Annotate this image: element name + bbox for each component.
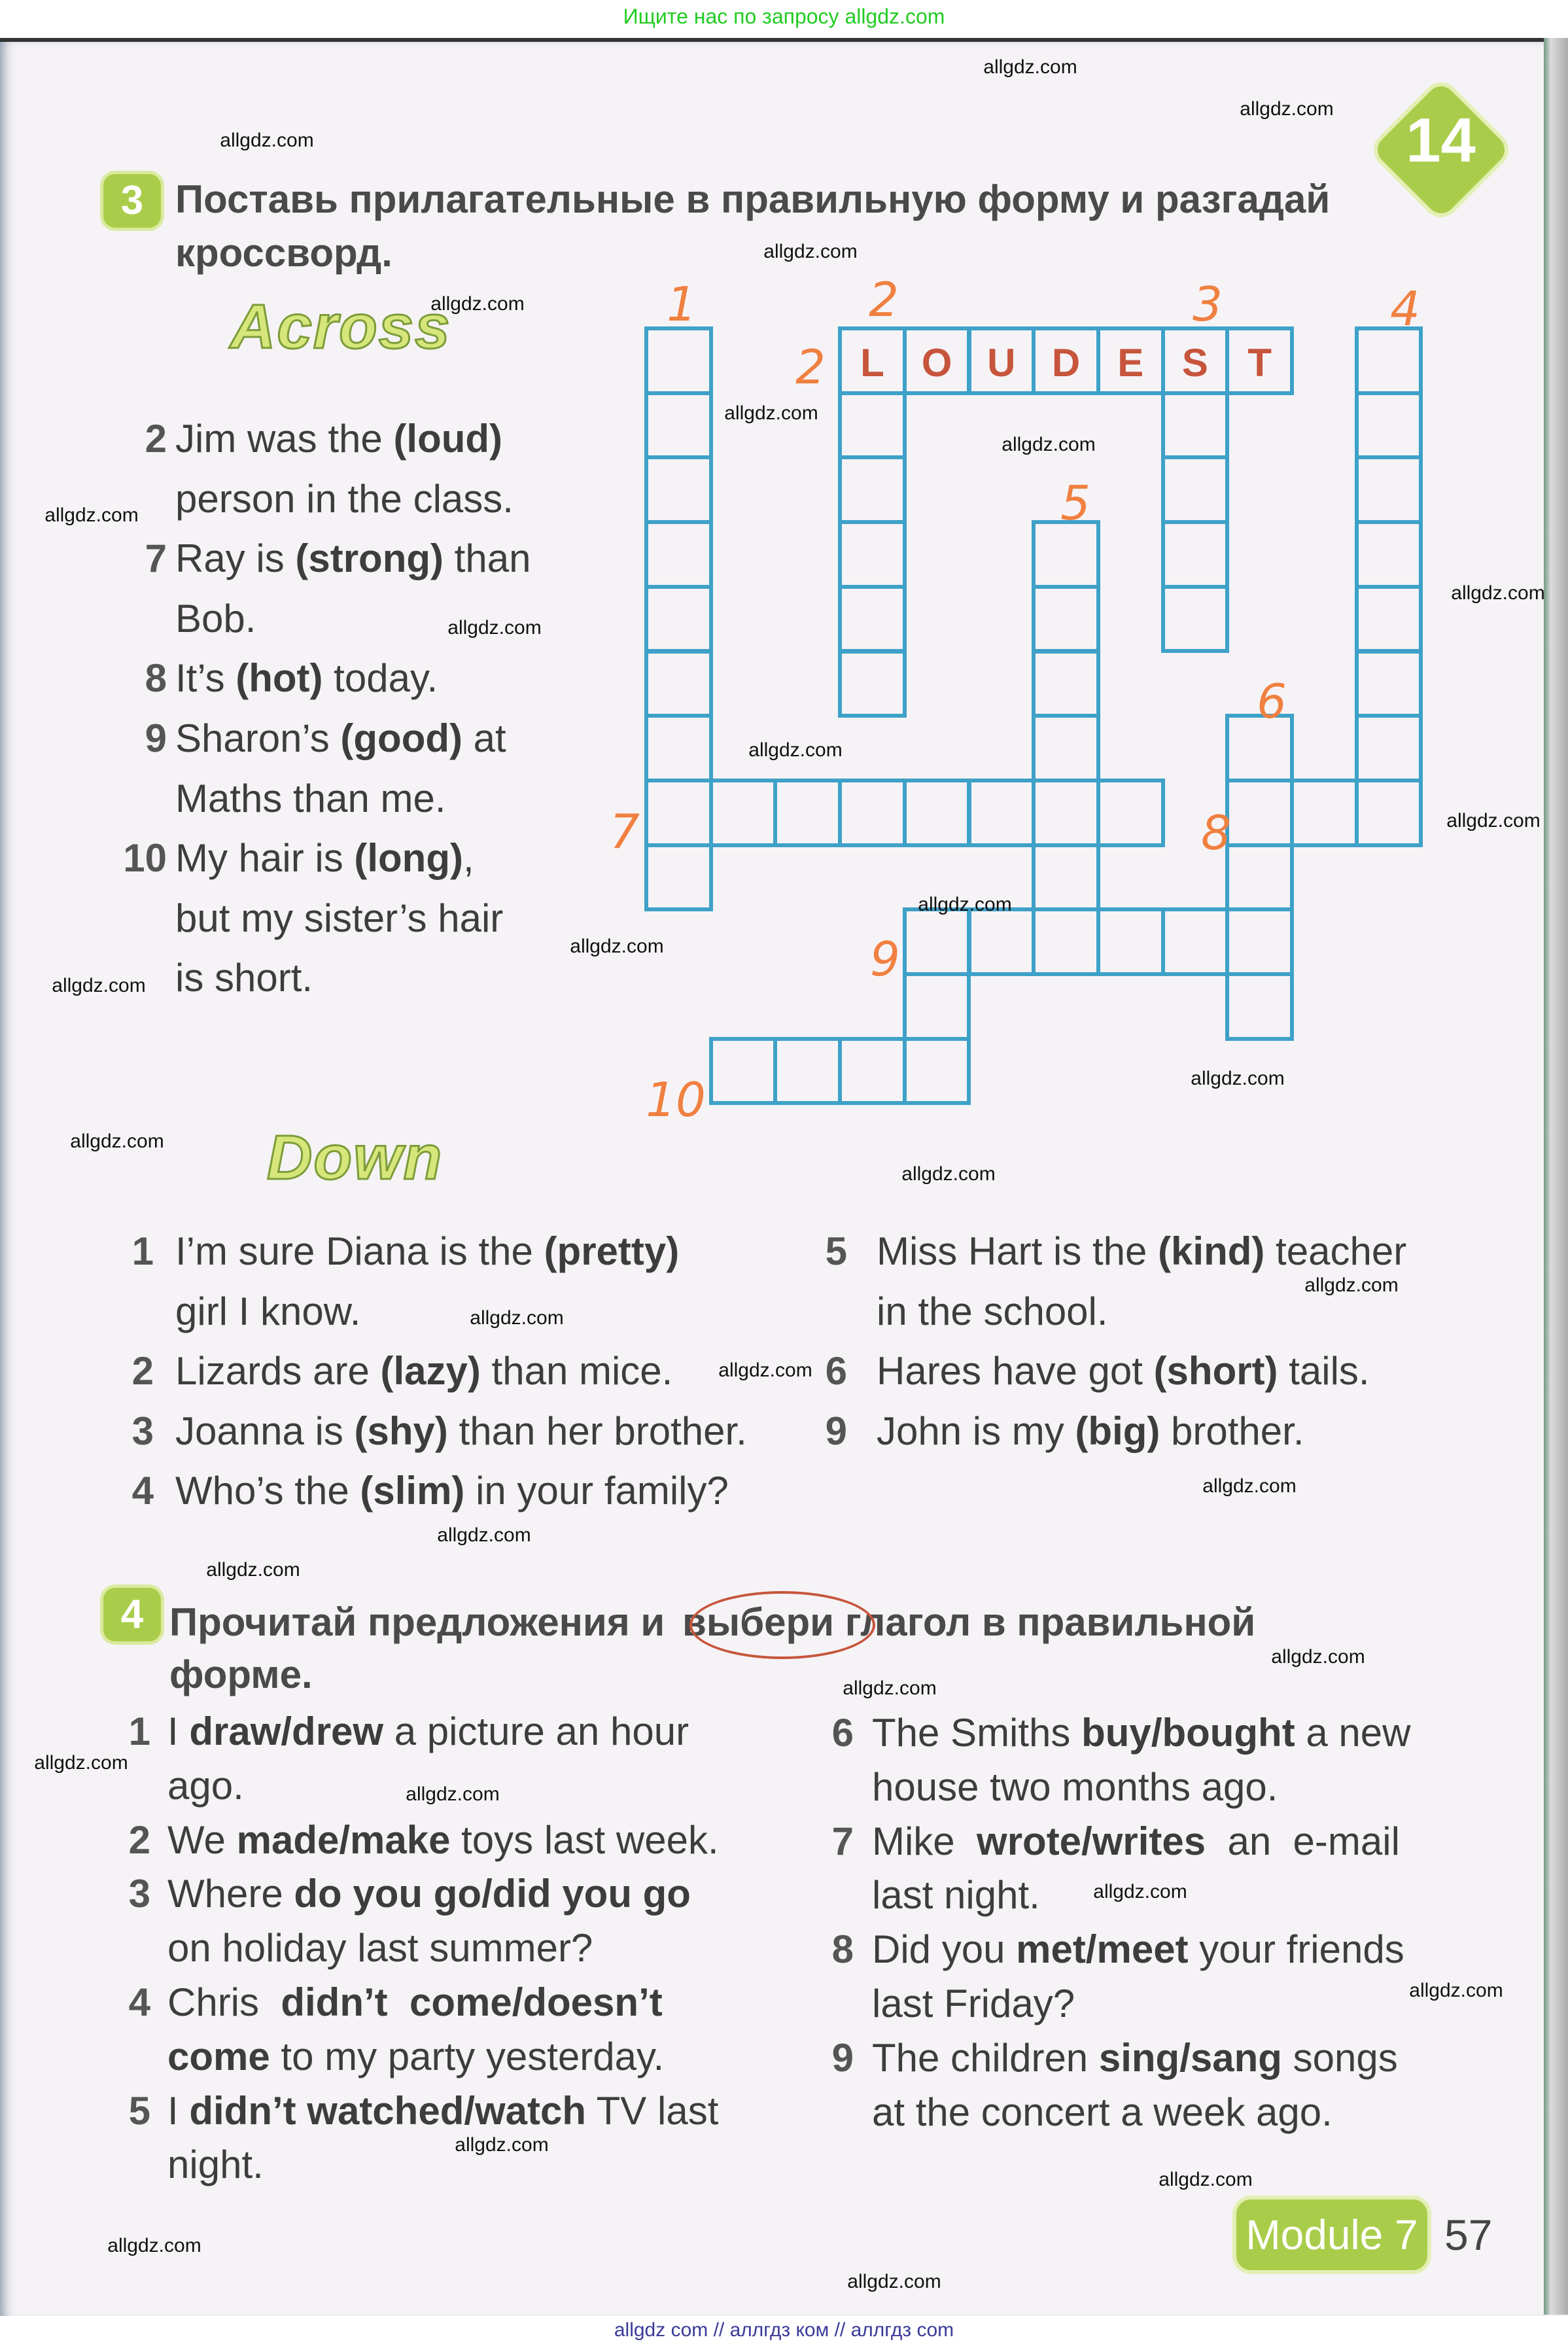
crossword-cell	[838, 650, 907, 718]
clue-line	[872, 1764, 1278, 1810]
crossword-cell	[903, 972, 971, 1041]
crossword-cell	[644, 585, 713, 654]
top-banner	[0, 0, 1568, 38]
clue-text: in the school.	[877, 1289, 1108, 1333]
crossword-cell	[1355, 391, 1423, 460]
clue-number: 5	[825, 1229, 847, 1273]
crossword-clue-number: 7	[610, 804, 640, 859]
clue-text: I	[167, 1709, 190, 1753]
clue-line	[877, 1229, 1406, 1274]
watermark-text: allgdz.com	[1409, 1980, 1503, 2001]
crossword-clue-number: 8	[1201, 805, 1231, 860]
clue-keyword: didn’t come/doesn’t	[281, 1980, 663, 2024]
exercise-3-title-line-2: кроссворд.	[175, 231, 392, 275]
clue-text: The Smiths	[872, 1711, 1082, 1755]
circled-word-oval	[689, 1591, 875, 1659]
crossword-cell	[967, 907, 1036, 976]
clue-keyword: (big)	[1075, 1409, 1160, 1453]
clue-text: brother.	[1160, 1409, 1304, 1453]
clue-text: at	[462, 716, 506, 760]
crossword-cell	[1355, 650, 1423, 718]
watermark-text: allgdz.com	[470, 1307, 564, 1329]
watermark-text: allgdz.com	[430, 293, 525, 315]
watermark-text: allgdz.com	[1271, 1646, 1365, 1668]
watermark-text: allgdz.com	[1191, 1068, 1285, 1089]
clue-text: Chris	[167, 1980, 281, 2024]
watermark-text: allgdz.com	[44, 504, 139, 526]
crossword-clue-number: 2	[795, 340, 826, 394]
clue-text: an e-mail	[1206, 1819, 1400, 1863]
clue-keyword: (strong)	[295, 536, 444, 581]
crossword-cell	[1355, 520, 1423, 589]
clue-keyword: wrote/writes	[977, 1819, 1206, 1863]
crossword-cell	[1032, 650, 1100, 718]
clue-text: ago.	[167, 1763, 244, 1808]
clue-number: 7	[145, 536, 167, 581]
down-heading: Down	[267, 1123, 444, 1193]
watermark-text: allgdz.com	[455, 2134, 549, 2156]
clue-keyword: buy/bought	[1081, 1711, 1295, 1755]
exercise-4-title-end: глагол в правильной	[834, 1600, 1256, 1644]
clue-line	[175, 1409, 747, 1454]
watermark-text: allgdz.com	[983, 56, 1077, 78]
watermark-text: allgdz.com	[70, 1130, 164, 1152]
crossword-cell	[1225, 972, 1294, 1041]
watermark-text: allgdz.com	[52, 975, 146, 996]
crossword-cell	[644, 714, 713, 782]
watermark-text: allgdz.com	[1202, 1475, 1297, 1497]
clue-text: John is my	[877, 1409, 1075, 1453]
clue-text: Bob.	[175, 596, 256, 640]
crossword-cell	[1355, 326, 1423, 395]
crossword-cell	[1161, 907, 1230, 976]
clue-number: 1	[131, 1229, 154, 1273]
watermark-text: allgdz.com	[1304, 1274, 1399, 1296]
clue-number: 9	[825, 1409, 847, 1453]
crossword-cell	[838, 779, 907, 847]
watermark-text: allgdz.com	[901, 1163, 996, 1185]
exercise-4-title-circled-word: выбери	[682, 1600, 835, 1644]
watermark-text: allgdz.com	[1446, 810, 1541, 832]
clue-line	[175, 896, 503, 941]
across-heading: Across	[230, 292, 451, 362]
clue-keyword: (good)	[340, 716, 462, 760]
clue-text: The children	[872, 2035, 1099, 2080]
watermark-text: allgdz.com	[763, 241, 858, 262]
watermark-text: allgdz.com	[406, 1783, 500, 1805]
clue-keyword: (shy)	[354, 1409, 448, 1453]
clue-line	[175, 476, 514, 521]
crossword-cell	[838, 455, 907, 524]
clue-number: 3	[128, 1872, 150, 1916]
clue-keyword: do you go/did you go	[294, 1872, 691, 1916]
crossword-clue-number: 10	[646, 1072, 706, 1127]
clue-text: a picture an hour	[383, 1709, 689, 1753]
clue-text: than	[444, 536, 531, 581]
crossword-clue-number: 4	[1390, 281, 1420, 336]
clue-text: than her brother.	[447, 1409, 747, 1453]
crossword-cell	[1161, 585, 1230, 654]
crossword-cell	[838, 391, 907, 460]
clue-keyword: (long)	[354, 836, 463, 881]
crossword-clue-number: 3	[1193, 277, 1223, 332]
clue-keyword: (pretty)	[544, 1229, 680, 1273]
clue-number: 8	[831, 1927, 854, 1972]
watermark-text: allgdz.com	[724, 402, 818, 424]
crossword-cell	[838, 520, 907, 589]
clue-line	[872, 1710, 1410, 1755]
clue-text: Maths than me.	[175, 776, 446, 820]
clue-text: Did you	[872, 1927, 1017, 1972]
crossword-cell	[1225, 779, 1294, 847]
crossword-cell	[1096, 779, 1165, 847]
clue-line	[872, 1927, 1404, 1972]
clue-text: your friends	[1188, 1927, 1404, 1972]
watermark-text: allgdz.com	[107, 2235, 201, 2256]
clue-line	[872, 1981, 1075, 2026]
clue-line	[872, 2035, 1398, 2080]
crossword-clue-number: 9	[870, 932, 900, 987]
clue-line	[877, 1289, 1108, 1334]
clue-keyword: (lazy)	[380, 1349, 481, 1393]
crossword-clue-number: 5	[1060, 476, 1090, 531]
watermark-text: allgdz.com	[1002, 434, 1096, 455]
clue-keyword: (hot)	[235, 656, 323, 701]
crossword-letter: O	[921, 341, 952, 385]
clue-text: but my sister’s hair	[175, 896, 504, 940]
page-number: 57	[1444, 2211, 1493, 2259]
crossword-cell	[838, 585, 907, 654]
crossword-letter: U	[987, 341, 1016, 385]
watermark-text: allgdz.com	[918, 894, 1012, 915]
watermark-text: allgdz.com	[843, 1677, 937, 1699]
clue-text: songs	[1281, 2035, 1398, 2080]
clue-number: 8	[145, 656, 167, 701]
clue-text: Who’s the	[175, 1469, 360, 1513]
clue-number: 7	[831, 1819, 854, 1863]
crossword-cell	[644, 326, 713, 395]
exercise-4-title-start: Прочитай предложения и	[169, 1600, 676, 1644]
crossword-cell	[644, 455, 713, 524]
clue-text: last night.	[872, 1873, 1040, 1918]
clue-line	[167, 2034, 664, 2079]
crossword-cell	[903, 1037, 971, 1106]
clue-text: than mice.	[480, 1349, 673, 1393]
clue-keyword: (slim)	[360, 1469, 465, 1513]
crossword-cell	[1161, 391, 1230, 460]
clue-line	[872, 2090, 1333, 2135]
clue-line	[175, 596, 256, 641]
clue-text: tails.	[1278, 1349, 1370, 1393]
clue-text: Joanna is	[175, 1409, 355, 1453]
clue-text: Sharon’s	[175, 716, 341, 760]
watermark-text: allgdz.com	[570, 936, 664, 957]
crossword-cell	[1032, 843, 1100, 912]
clue-line	[167, 1709, 689, 1754]
clue-number: 2	[145, 417, 167, 461]
clue-line	[175, 835, 474, 881]
clue-text: night.	[167, 2143, 264, 2187]
clue-text: girl I know.	[175, 1289, 361, 1333]
clue-line	[167, 1817, 719, 1863]
clue-text: Miss Hart is the	[877, 1229, 1159, 1273]
crossword-cell	[709, 1037, 778, 1106]
clue-keyword: didn’t watched/watch	[189, 2088, 587, 2133]
clue-text: We	[167, 1817, 237, 1862]
crossword-cell	[1355, 779, 1423, 847]
crossword-cell	[644, 843, 713, 912]
clue-number: 10	[123, 836, 167, 881]
clue-keyword: (short)	[1153, 1349, 1278, 1393]
crossword-clue-number: 2	[869, 272, 899, 327]
clue-line	[175, 536, 531, 581]
clue-line	[175, 1289, 360, 1334]
crossword-cell	[1290, 779, 1359, 847]
watermark-text: allgdz.com	[220, 130, 314, 151]
crossword-letter: T	[1247, 341, 1272, 385]
clue-text: on holiday last summer?	[167, 1926, 593, 1971]
clue-line	[167, 2088, 718, 2133]
crossword-cell	[773, 779, 842, 847]
watermark-text: allgdz.com	[206, 1559, 300, 1581]
clue-number: 9	[831, 2035, 854, 2080]
crossword-cell	[1161, 520, 1230, 589]
top-banner-text: Ищите нас по запросу allgdz.com	[623, 5, 945, 28]
clue-line	[872, 1872, 1040, 1918]
crossword-letter: S	[1181, 341, 1208, 385]
crossword-cell	[644, 650, 713, 718]
clue-number: 4	[131, 1469, 154, 1513]
crossword-cell	[1161, 455, 1230, 524]
clue-text: teacher	[1264, 1229, 1407, 1273]
clue-text: in your family?	[464, 1469, 729, 1513]
crossword-cell	[1032, 779, 1100, 847]
clue-number: 6	[831, 1711, 854, 1755]
clue-keyword: come	[167, 2034, 270, 2078]
watermark-text: allgdz.com	[847, 2271, 941, 2292]
clue-text: to my party yesterday.	[270, 2034, 665, 2078]
clue-text: Where	[167, 1872, 294, 1916]
workbook-page	[0, 38, 1568, 2319]
clue-line	[175, 955, 313, 1000]
clue-keyword: made/make	[236, 1817, 451, 1862]
crossword-cell	[903, 779, 971, 847]
exercise-4-badge: 4	[103, 1588, 161, 1641]
clue-text: Mike	[872, 1819, 977, 1863]
exercise-3-badge: 3	[103, 174, 161, 228]
clue-text: a new	[1295, 1711, 1411, 1755]
watermark-text: allgdz.com	[447, 617, 542, 639]
clue-text: TV last	[586, 2088, 719, 2133]
clue-keyword: (loud)	[393, 417, 503, 461]
crossword-cell	[773, 1037, 842, 1106]
exercise-4-title-line-2: форме.	[169, 1653, 313, 1696]
crossword-cell	[644, 520, 713, 589]
crossword-cell	[1225, 843, 1294, 912]
clue-line	[175, 1468, 729, 1513]
clue-number: 2	[128, 1817, 150, 1862]
clue-number: 3	[131, 1409, 154, 1453]
clue-keyword: (kind)	[1158, 1229, 1265, 1273]
clue-line	[167, 2142, 264, 2187]
clue-text: I	[167, 2088, 190, 2133]
watermark-text: allgdz.com	[748, 739, 843, 761]
clue-number: 9	[145, 716, 167, 760]
crossword-clue-number: 6	[1257, 674, 1287, 729]
page-binding-edge	[1544, 38, 1568, 2315]
clue-line	[175, 1348, 672, 1393]
clue-keyword: draw/drew	[189, 1709, 384, 1753]
crossword-cell	[1032, 907, 1100, 976]
crossword-cell	[903, 907, 971, 976]
clue-text: toys last week.	[450, 1817, 719, 1862]
clue-line	[167, 1763, 244, 1808]
crossword-cell	[1225, 907, 1294, 976]
crossword-cell	[1032, 714, 1100, 782]
clue-line	[175, 416, 502, 461]
watermark-text: allgdz.com	[1240, 98, 1334, 120]
clue-line	[872, 1819, 1400, 1864]
crossword-cell	[838, 1037, 907, 1106]
clue-text: My hair is	[175, 836, 355, 881]
crossword-cell	[1096, 907, 1165, 976]
module-badge: Module 7	[1236, 2199, 1427, 2270]
crossword-cell	[1032, 585, 1100, 654]
clue-text: is short.	[175, 956, 313, 1000]
unit-number: 14	[1406, 105, 1476, 175]
clue-line	[175, 716, 506, 761]
clue-text: at the concert a week ago.	[872, 2090, 1333, 2134]
clue-number: 2	[131, 1349, 154, 1393]
clue-line	[167, 1980, 663, 2025]
bottom-banner	[0, 2316, 1568, 2348]
crossword-letter: D	[1051, 341, 1081, 385]
clue-text: today.	[322, 656, 438, 701]
crossword-clue-number: 1	[667, 277, 697, 332]
clue-text: Jim was the	[175, 417, 394, 461]
clue-text: person in the class.	[175, 476, 514, 521]
clue-text: It’s	[175, 656, 236, 701]
watermark-text: allgdz.com	[437, 1524, 531, 1546]
clue-text: ,	[462, 836, 474, 881]
clue-line	[175, 776, 446, 821]
bottom-banner-text: allgdz com // аллгдз ком // аллгдз com	[614, 2319, 954, 2341]
watermark-text: allgdz.com	[34, 1752, 128, 1774]
crossword-cell	[1355, 455, 1423, 524]
clue-line	[877, 1348, 1370, 1393]
clue-text: house two months ago.	[872, 1764, 1278, 1809]
clue-line	[877, 1409, 1304, 1454]
crossword-cell	[1355, 714, 1423, 782]
crossword-letter: E	[1117, 341, 1144, 385]
exercise-3-title-line-1: Поставь прилагательные в правильную форму и разгадай	[175, 177, 1331, 221]
watermark-text: allgdz.com	[718, 1359, 812, 1381]
crossword-cell	[1355, 585, 1423, 654]
clue-text: I’m sure Diana is the	[175, 1229, 544, 1273]
clue-keyword: sing/sang	[1098, 2035, 1282, 2080]
watermark-text: allgdz.com	[1451, 582, 1545, 604]
crossword-cell	[644, 391, 713, 460]
clue-text: Lizards are	[175, 1349, 381, 1393]
clue-text: last Friday?	[872, 1982, 1075, 2025]
crossword-cell	[967, 779, 1036, 847]
clue-number: 1	[128, 1709, 150, 1753]
watermark-text: allgdz.com	[1159, 2169, 1253, 2190]
clue-text: Hares have got	[877, 1349, 1154, 1393]
clue-line	[167, 1871, 691, 1916]
crossword-cell	[709, 779, 778, 847]
clue-number: 5	[128, 2088, 150, 2133]
clue-number: 4	[128, 1980, 150, 2024]
clue-line	[175, 1229, 679, 1274]
clue-number: 6	[825, 1349, 847, 1393]
watermark-text: allgdz.com	[1093, 1881, 1187, 1902]
crossword-cell	[644, 779, 713, 847]
crossword-letter: L	[860, 341, 884, 385]
clue-line	[175, 656, 438, 701]
clue-keyword: met/meet	[1016, 1927, 1189, 1972]
clue-line	[167, 1925, 593, 1971]
clue-text: Ray is	[175, 536, 296, 581]
